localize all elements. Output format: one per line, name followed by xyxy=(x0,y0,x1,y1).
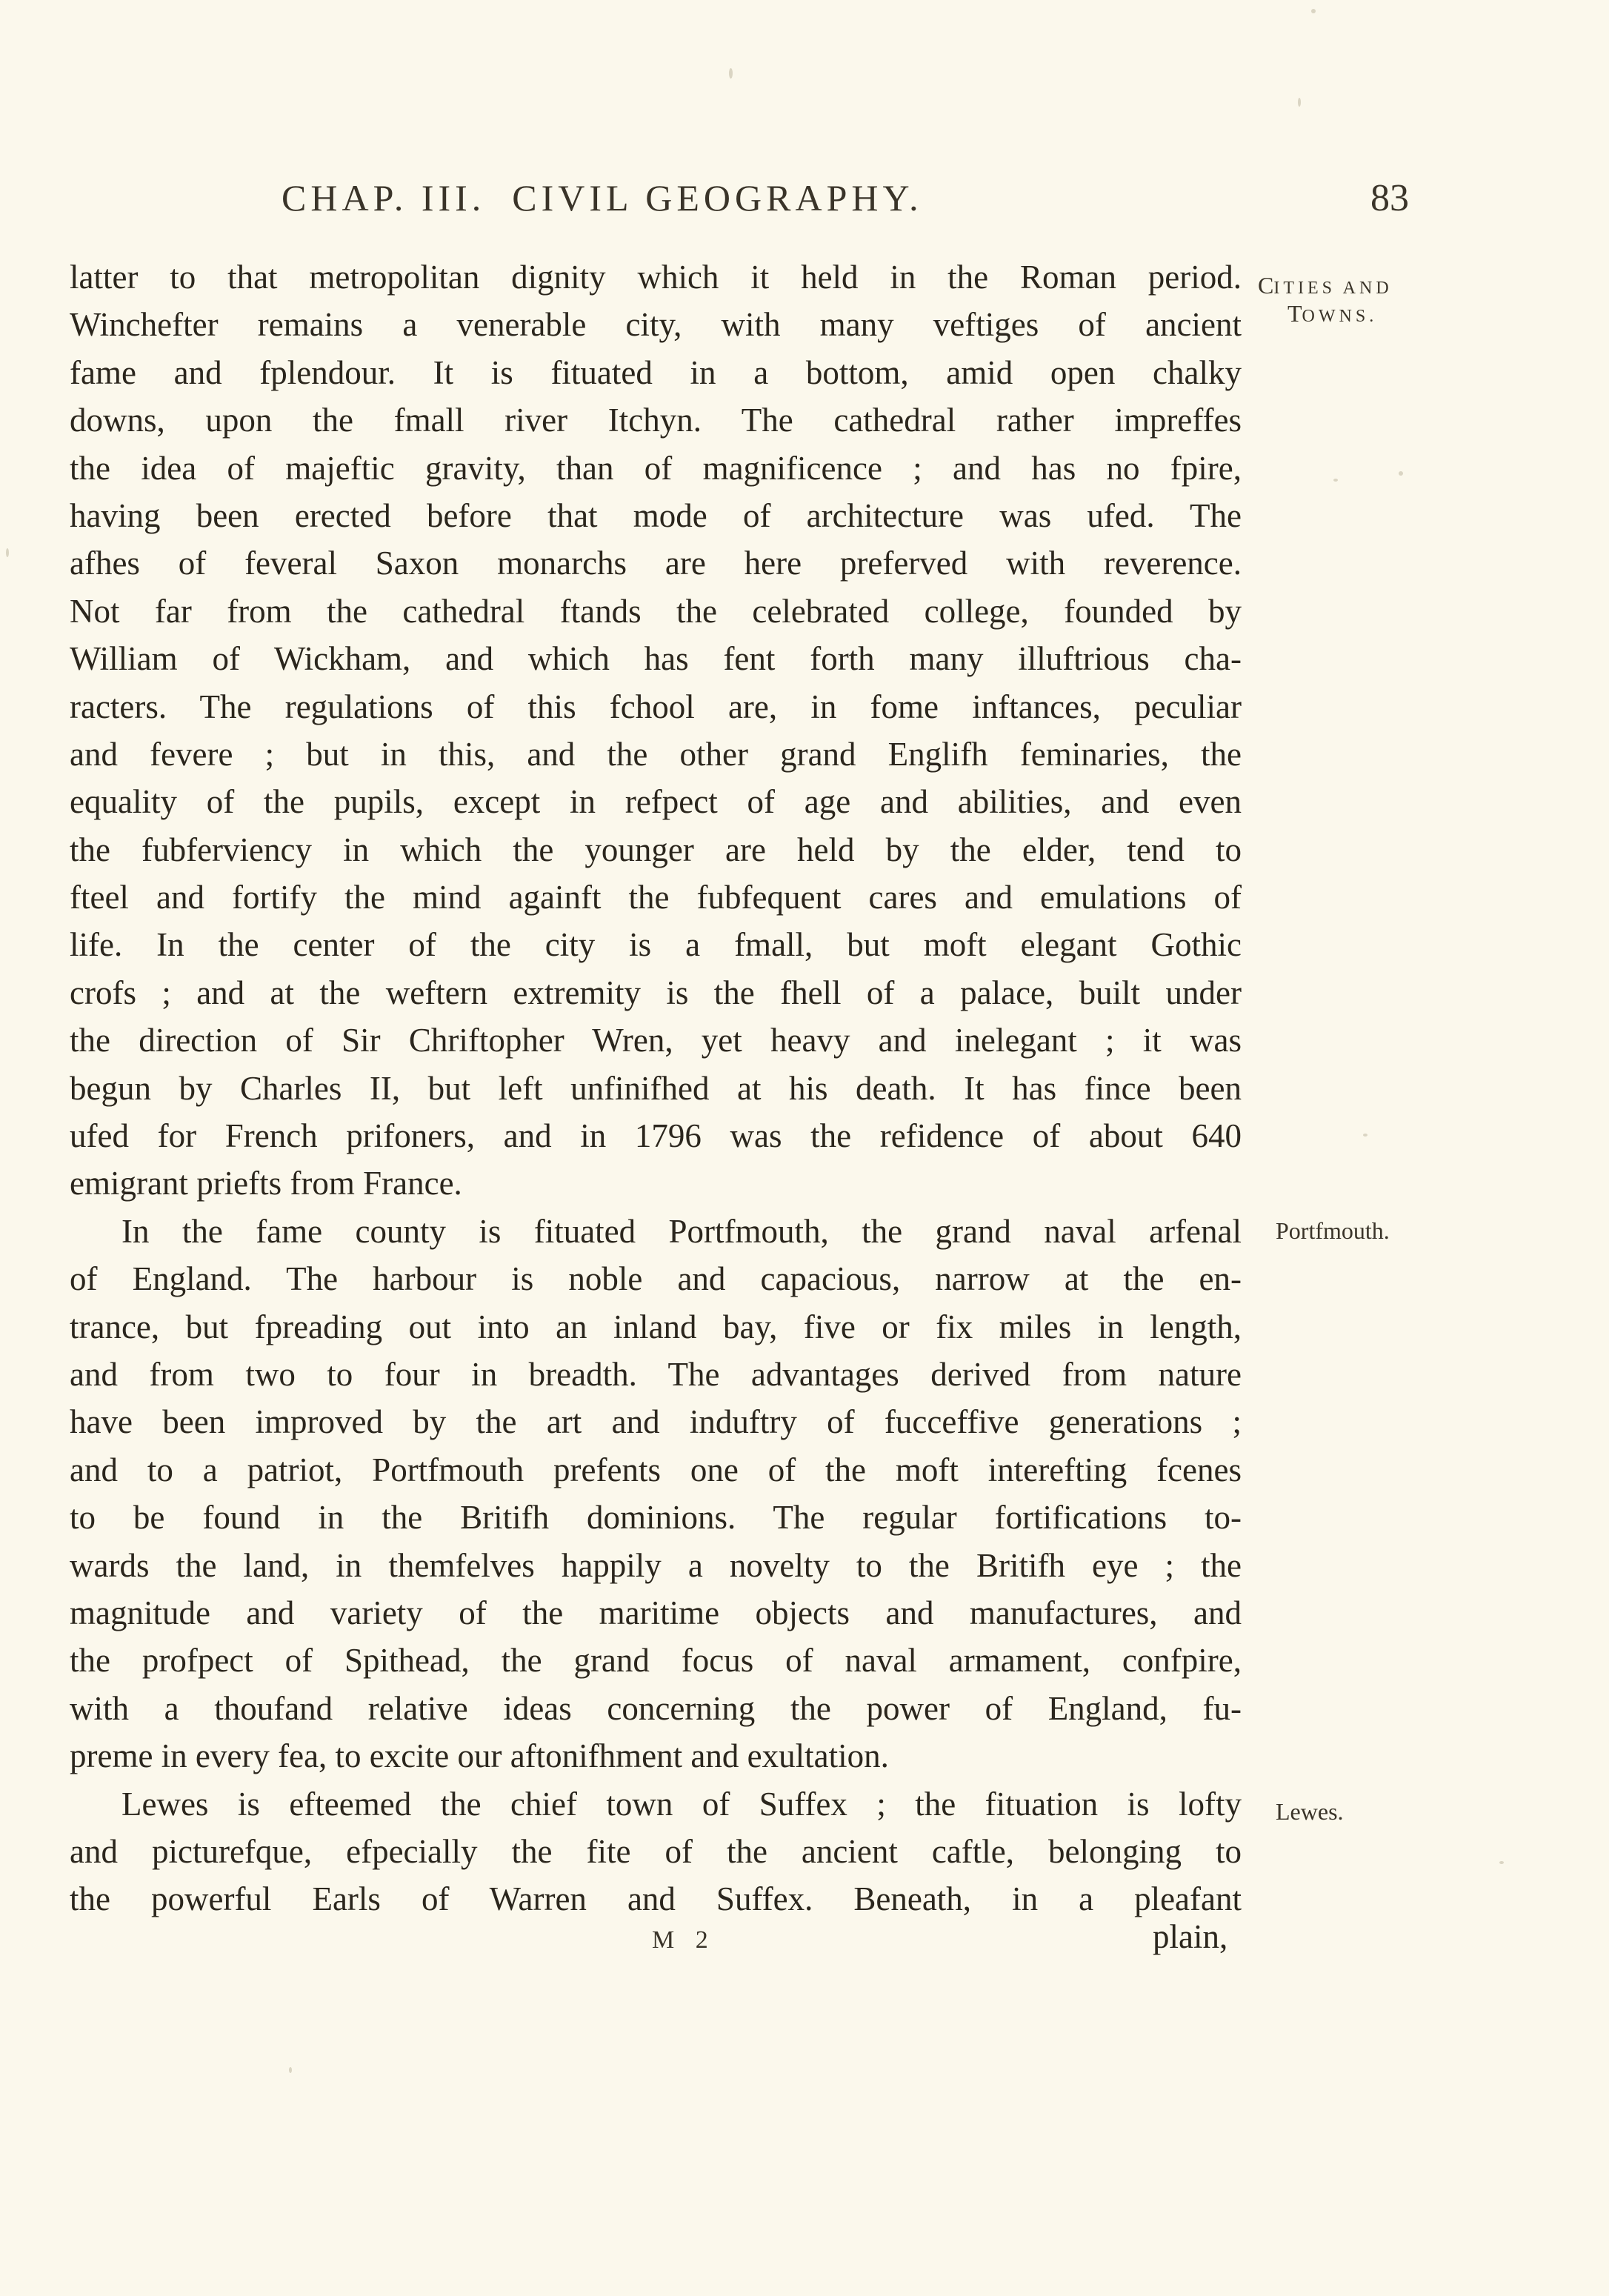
text-line: having been erected before that mode of architecture was ufed. The xyxy=(70,496,1242,534)
text-line: downs, upon the fmall river Itchyn. The cathedral rather impreffes xyxy=(70,402,1242,439)
margin-note-lewes: Lewes. xyxy=(1276,1798,1344,1825)
margin-note-towns-line: TOWNS. xyxy=(1287,300,1378,327)
paper-speck xyxy=(1311,9,1316,13)
text-line: and to a patriot, Portfmouth prefents one of the moft interefting fcenes xyxy=(70,1451,1242,1488)
body-text xyxy=(70,253,1242,1923)
text-line: latter to that metropolitan dignity which it held in the Roman period. xyxy=(70,259,1242,296)
text-line: life. In the center of the city is a fmall, but moft elegant Gothic xyxy=(70,926,1242,964)
text-line: the powerful Earls of Warren and Suffex. Beneath, in a pleafant xyxy=(70,1880,1242,1918)
text-line: preme in every fea, to excite our aftonifhment and exultation. xyxy=(70,1737,889,1775)
text-line: Lewes is efteemed the chief town of Suffex ; the fituation is lofty xyxy=(121,1785,1242,1823)
paper-speck xyxy=(1499,1861,1504,1864)
signature-mark: M 2 xyxy=(652,1926,716,1954)
text-line: William of Wickham, and which has fent forth many illuftrious cha- xyxy=(70,640,1242,678)
paper-speck xyxy=(1363,1134,1368,1137)
text-line: and from two to four in breadth. The advantages derived from nature xyxy=(70,1355,1242,1393)
paper-speck xyxy=(729,68,733,79)
running-header xyxy=(282,176,923,219)
text-line: ufed for French prifoners, and in 1796 was the refidence of about 640 xyxy=(70,1117,1242,1155)
catchword: plain, xyxy=(1153,1918,1228,1955)
margin-note-cities-line: CITIES AND xyxy=(1258,272,1393,299)
text-line: racters. The regulations of this fchool are, in fome inftances, peculiar xyxy=(70,688,1242,725)
margin-note-portsmouth: Portfmouth. xyxy=(1276,1217,1390,1244)
chapter-title: CIVIL GEOGRAPHY. xyxy=(512,177,923,219)
text-line: magnitude and variety of the maritime objects and manufactures, and xyxy=(70,1594,1242,1631)
text-line: crofs ; and at the weftern extremity is the fhell of a palace, built under xyxy=(70,974,1242,1011)
page-number: 83 xyxy=(1370,177,1409,219)
paper-speck xyxy=(1298,98,1301,107)
paper-speck xyxy=(6,548,9,557)
text-line: the profpect of Spithead, the grand focus of naval armament, confpire, xyxy=(70,1642,1242,1680)
text-line: trance, but fpreading out into an inland bay, five or fix miles in length, xyxy=(70,1308,1242,1345)
text-line: the direction of Sir Chriftopher Wren, yet heavy and inelegant ; it was xyxy=(70,1022,1242,1059)
text-line: In the fame county is fituated Portfmouth, the grand naval arfenal xyxy=(121,1212,1242,1250)
text-line: equality of the pupils, except in refpect of age and abilities, and even xyxy=(70,783,1242,821)
text-line: afhes of feveral Saxon monarchs are here preferved with reverence. xyxy=(70,545,1242,582)
text-line: the fubferviency in which the younger are held by the elder, tend to xyxy=(70,831,1242,868)
text-line: emigrant priefts from France. xyxy=(70,1165,462,1202)
text-line: the idea of majeftic gravity, than of magnificence ; and has no fpire, xyxy=(70,449,1242,487)
text-line: begun by Charles II, but left unfinifhed at his death. It has fince been xyxy=(70,1069,1242,1107)
text-line: wards the land, in themfelves happily a novelty to the Britifh eye ; the xyxy=(70,1546,1242,1584)
text-line: fteel and fortify the mind againft the fubfequent cares and emulations of xyxy=(70,879,1242,916)
text-line: Winchefter remains a venerable city, with many veftiges of ancient xyxy=(70,306,1242,344)
margin-note-cities-and-towns xyxy=(1258,271,1393,328)
text-line: of England. The harbour is noble and capacious, narrow at the en- xyxy=(70,1260,1242,1298)
text-line: Not far from the cathedral ftands the celebrated college, founded by xyxy=(70,592,1242,630)
text-line: to be found in the Britifh dominions. The regular fortifications to- xyxy=(70,1499,1242,1537)
text-line: fame and fplendour. It is fituated in a bottom, amid open chalky xyxy=(70,353,1242,391)
paper-speck xyxy=(1333,479,1338,482)
paper-speck xyxy=(1399,471,1403,476)
text-line: have been improved by the art and induftry of fucceffive generations ; xyxy=(70,1403,1242,1441)
paper-speck xyxy=(289,2067,292,2073)
chapter-label: CHAP. III. xyxy=(282,177,486,219)
text-line: and picturefque, efpecially the fite of the ancient caftle, belonging to xyxy=(70,1832,1242,1870)
text-line: with a thoufand relative ideas concerning the power of England, fu- xyxy=(70,1689,1242,1727)
text-line: and fevere ; but in this, and the other grand Englifh feminaries, the xyxy=(70,735,1242,773)
